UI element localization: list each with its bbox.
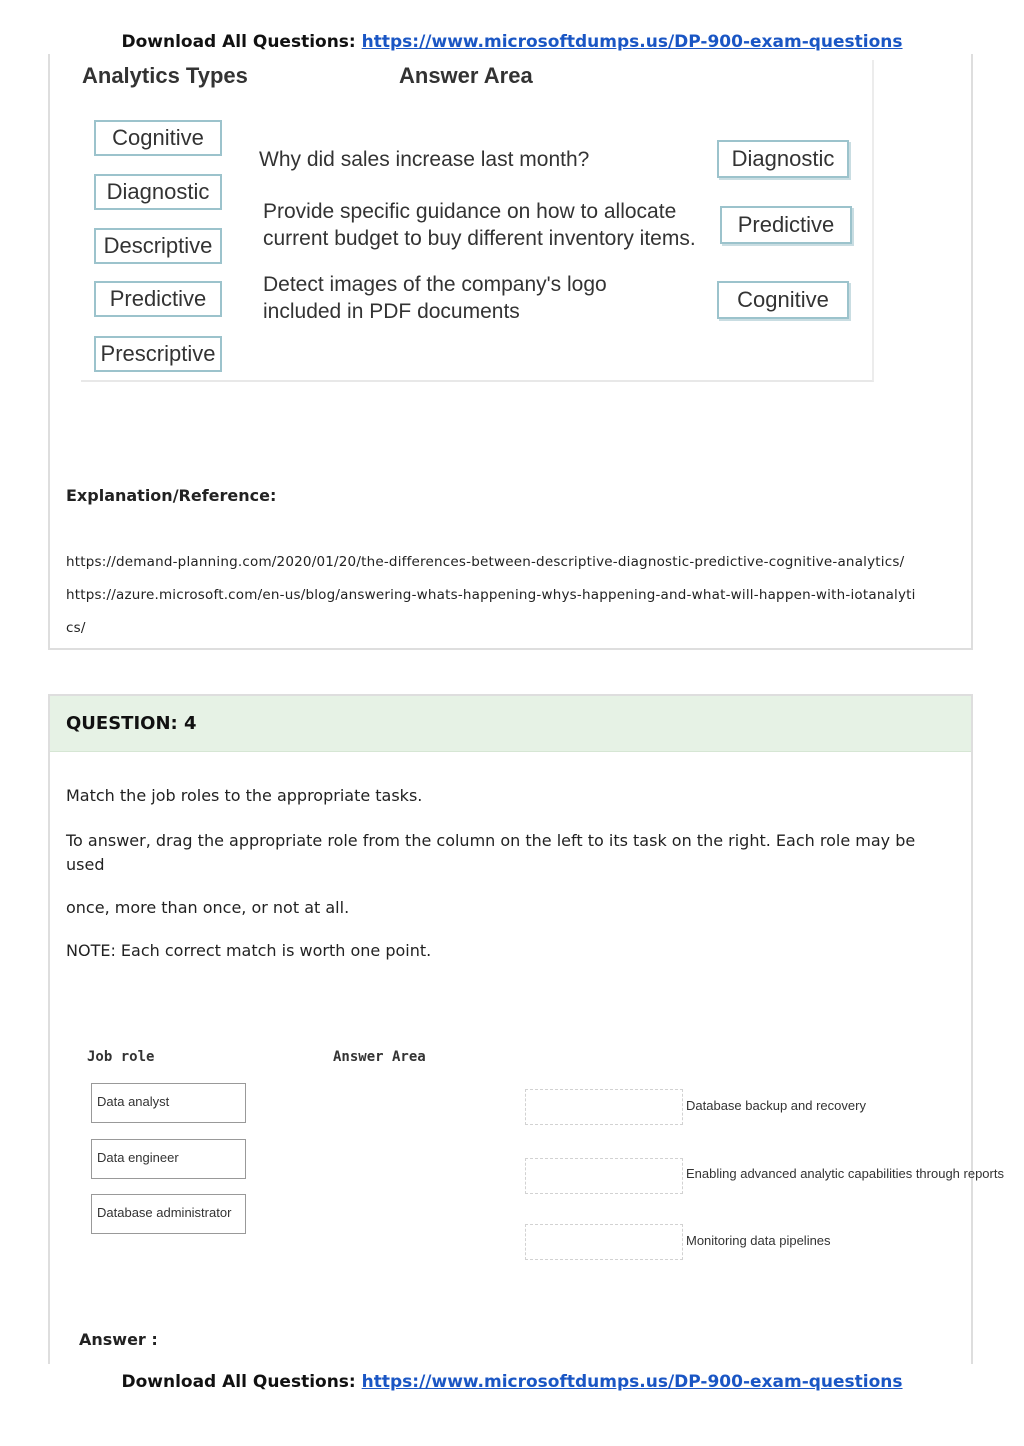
question-title: QUESTION: 4 [66,713,197,734]
task-pipelines: Monitoring data pipelines [686,1233,831,1248]
task-backup: Database backup and recovery [686,1098,866,1113]
reference-link-2[interactable]: https://azure.microsoft.com/en-us/blog/answering-whats-happening-whys-happening-and-what-will-happen-with-iotanalyti [66,587,916,603]
type-cognitive[interactable]: Cognitive [94,120,222,156]
question-instruction-1: Match the job roles to the appropriate tasks. [66,786,423,805]
role-database-administrator[interactable]: Database administrator [91,1194,246,1234]
answer-label: Answer : [79,1330,158,1349]
role-data-analyst[interactable]: Data analyst [91,1083,246,1123]
type-prescriptive[interactable]: Prescriptive [94,336,222,372]
analytics-answer-image [81,60,874,382]
question-instruction-3: once, more than once, or not at all. [66,898,350,917]
question-logo: Detect images of the company's logo included in PDF documents [263,273,607,323]
answer-predictive[interactable]: Predictive [720,206,852,244]
answer-area-heading: Answer Area [399,63,533,88]
type-descriptive[interactable]: Descriptive [94,228,222,264]
question-sales: Why did sales increase last month? [259,148,590,171]
answer-area-heading-q4: Answer Area [333,1049,426,1065]
answer-slot-1[interactable] [525,1089,683,1125]
download-link-footer[interactable]: https://www.microsoftdumps.us/DP-900-exam-questions [361,1372,903,1392]
download-label: Download All Questions: [121,32,356,52]
answer-slot-3[interactable] [525,1224,683,1260]
question-instruction-2: To answer, drag the appropriate role from the column on the left to its task on the right. Each role may be used [66,831,916,874]
question-budget: Provide specific guidance on how to allocate current budget to buy different inventory items. [263,200,696,250]
question-header [50,696,971,752]
download-header [0,32,1024,52]
explanation-heading: Explanation/Reference: [66,486,277,505]
question-note: NOTE: Each correct match is worth one point. [66,941,432,960]
role-data-engineer[interactable]: Data engineer [91,1139,246,1179]
reference-link-1[interactable]: https://demand-planning.com/2020/01/20/the-differences-between-descriptive-diagnostic-predictive-cognitive-analytics/ [66,554,905,570]
download-link[interactable]: https://www.microsoftdumps.us/DP-900-exam-questions [361,32,903,52]
job-role-heading: Job role [87,1049,155,1065]
type-diagnostic[interactable]: Diagnostic [94,174,222,210]
download-footer [0,1372,1024,1392]
answer-slot-2[interactable] [525,1158,683,1194]
analytics-types-heading: Analytics Types [82,63,248,88]
download-label-footer: Download All Questions: [121,1372,356,1392]
answer-cognitive[interactable]: Cognitive [717,281,849,319]
answer-diagnostic[interactable]: Diagnostic [717,140,849,178]
task-reports: Enabling advanced analytic capabilities through reports [686,1166,1004,1181]
type-predictive[interactable]: Predictive [94,281,222,317]
reference-link-3[interactable]: cs/ [66,620,86,636]
